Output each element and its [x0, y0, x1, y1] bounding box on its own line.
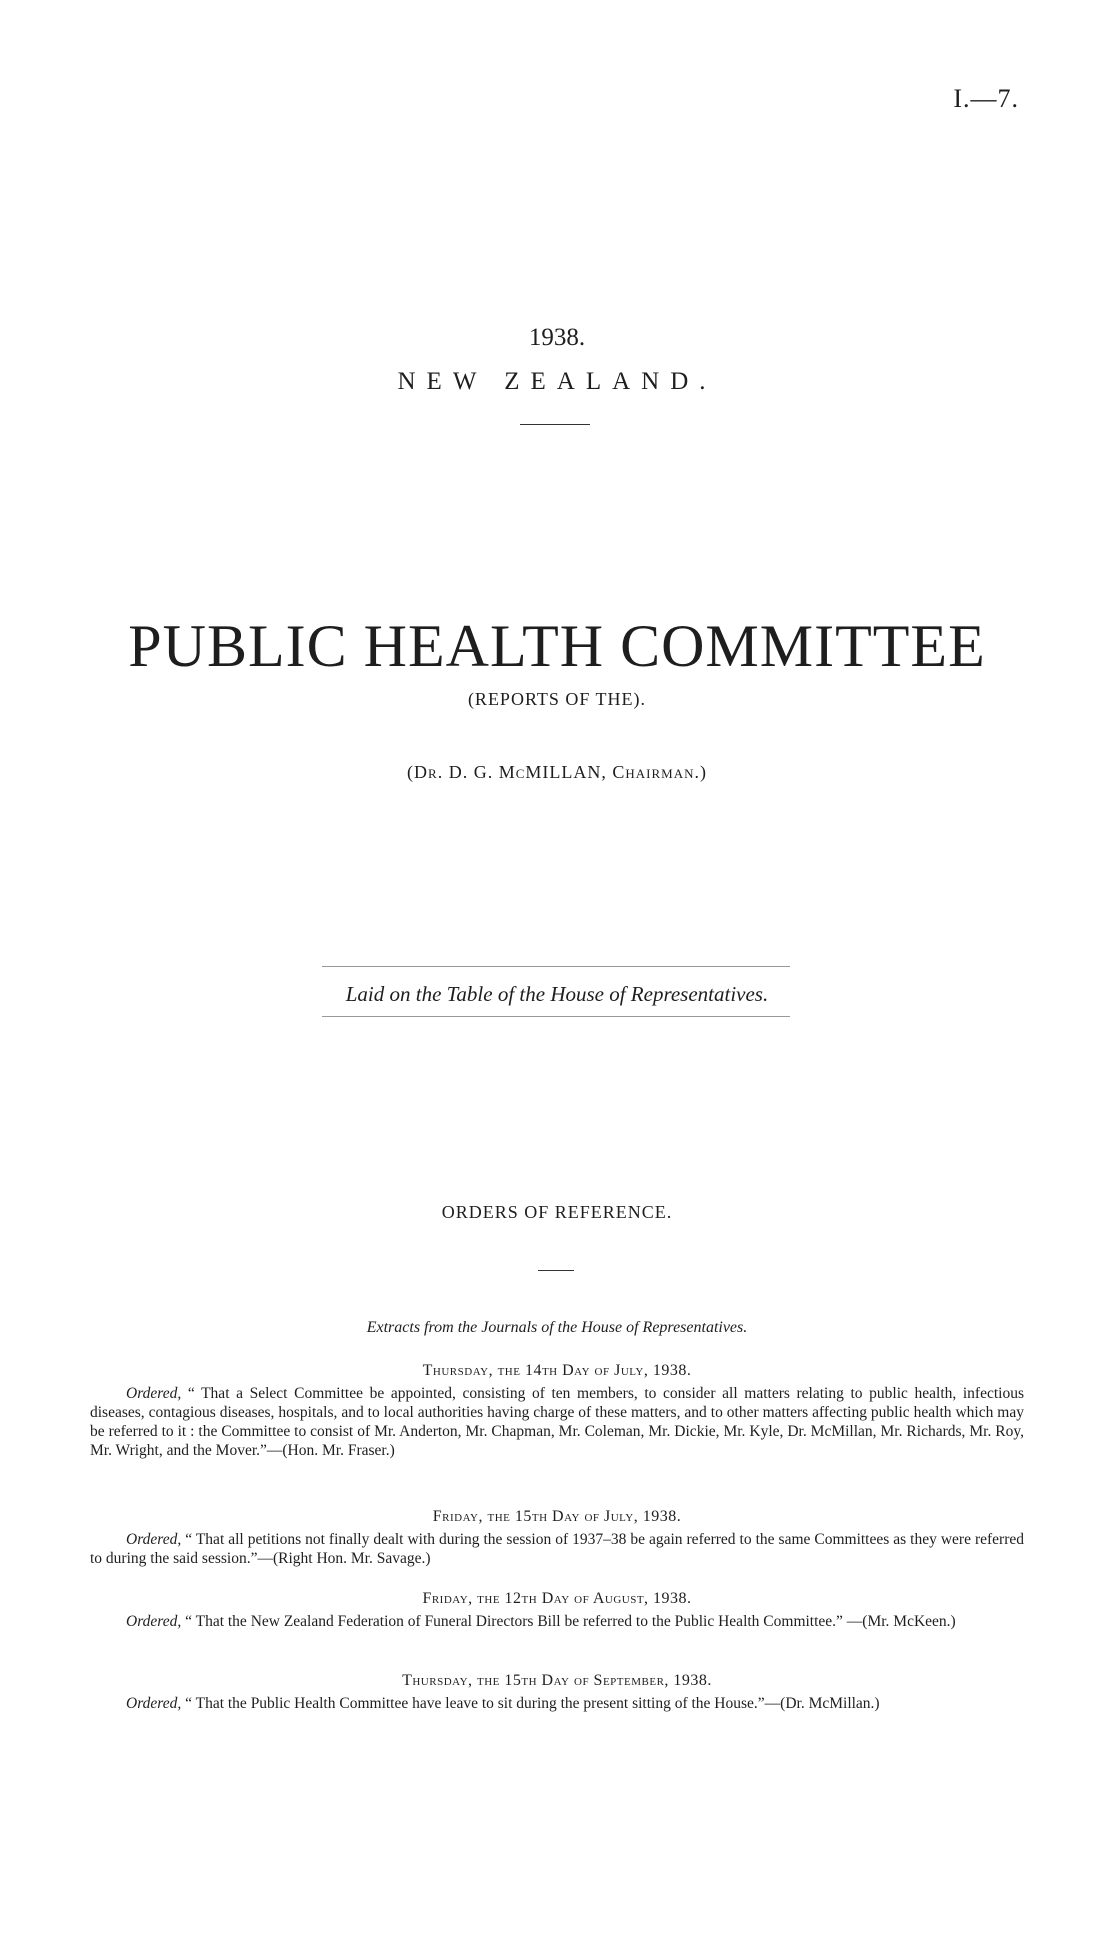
- order-text: “ That the Public Health Committee have leave to sit during the present sitting of the House.”—(Dr. McMillan.): [185, 1695, 880, 1712]
- orders-heading: ORDERS OF REFERENCE.: [441, 1202, 673, 1222]
- document-title: PUBLIC HEALTH COMMITTEE: [128, 613, 986, 679]
- entry-date: Friday, the 12th Day of August, 1938.: [422, 1590, 692, 1607]
- entry-text: [90, 1694, 1024, 1713]
- page-reference: I.—7.: [953, 84, 1019, 113]
- entry-date: Thursday, the 14th Day of July, 1938.: [422, 1362, 692, 1379]
- order-text: “ That all petitions not finally dealt with during the session of 1937–38 be again referred to the same Committees as they were referred to during the said session.”—(Right Hon. Mr. Savage.): [90, 1531, 1025, 1567]
- laid-rule-top: [322, 966, 790, 967]
- entry-text: [90, 1612, 1024, 1631]
- order-entry: [90, 1508, 1024, 1568]
- country-heading: NEW ZEALAND.: [397, 368, 717, 395]
- laid-on-table-line: Laid on the Table of the House of Representatives.: [345, 982, 769, 1006]
- entry-date: Friday, the 15th Day of July, 1938.: [432, 1508, 682, 1525]
- orders-divider: [538, 1270, 574, 1271]
- order-entry: [90, 1672, 1024, 1713]
- ordered-label: Ordered,: [126, 1695, 182, 1712]
- order-text: “ That the New Zealand Federation of Funeral Directors Bill be referred to the Public Health Committee.” —(Mr. McKeen.): [185, 1613, 956, 1630]
- entry-date: Thursday, the 15th Day of September, 1938.: [402, 1672, 712, 1689]
- ordered-label: Ordered,: [126, 1531, 182, 1548]
- order-entry: [90, 1362, 1024, 1460]
- entry-text: [90, 1530, 1024, 1568]
- divider-rule: [520, 424, 590, 425]
- order-entry: [90, 1590, 1024, 1631]
- chairman-line: (Dr. D. G. McMILLAN, Chairman.): [407, 762, 707, 782]
- laid-rule-bottom: [322, 1016, 790, 1017]
- extracts-heading: Extracts from the Journals of the House of Representatives.: [366, 1319, 748, 1336]
- order-text: “ That a Select Committee be appointed, consisting of ten members, to consider all matters relating to public health, infectious diseases, contagious diseases, hospitals, and to local authorities having charge of these matters, and to other matters affecting public health which may be referred to it : the Committee to consist of Mr. Anderton, Mr. Chapman, Mr. Coleman, Mr. Dickie, Mr. Kyle, Dr. McMillan, Mr. Richards, Mr. Roy, Mr. Wright, and the Mover.”—(Hon. Mr. Fraser.): [90, 1385, 1024, 1459]
- ordered-label: Ordered,: [126, 1613, 182, 1630]
- ordered-label: Ordered,: [126, 1385, 182, 1402]
- document-subtitle: (REPORTS OF THE).: [467, 689, 647, 709]
- report-year: 1938.: [528, 324, 586, 351]
- entry-text: [90, 1384, 1024, 1460]
